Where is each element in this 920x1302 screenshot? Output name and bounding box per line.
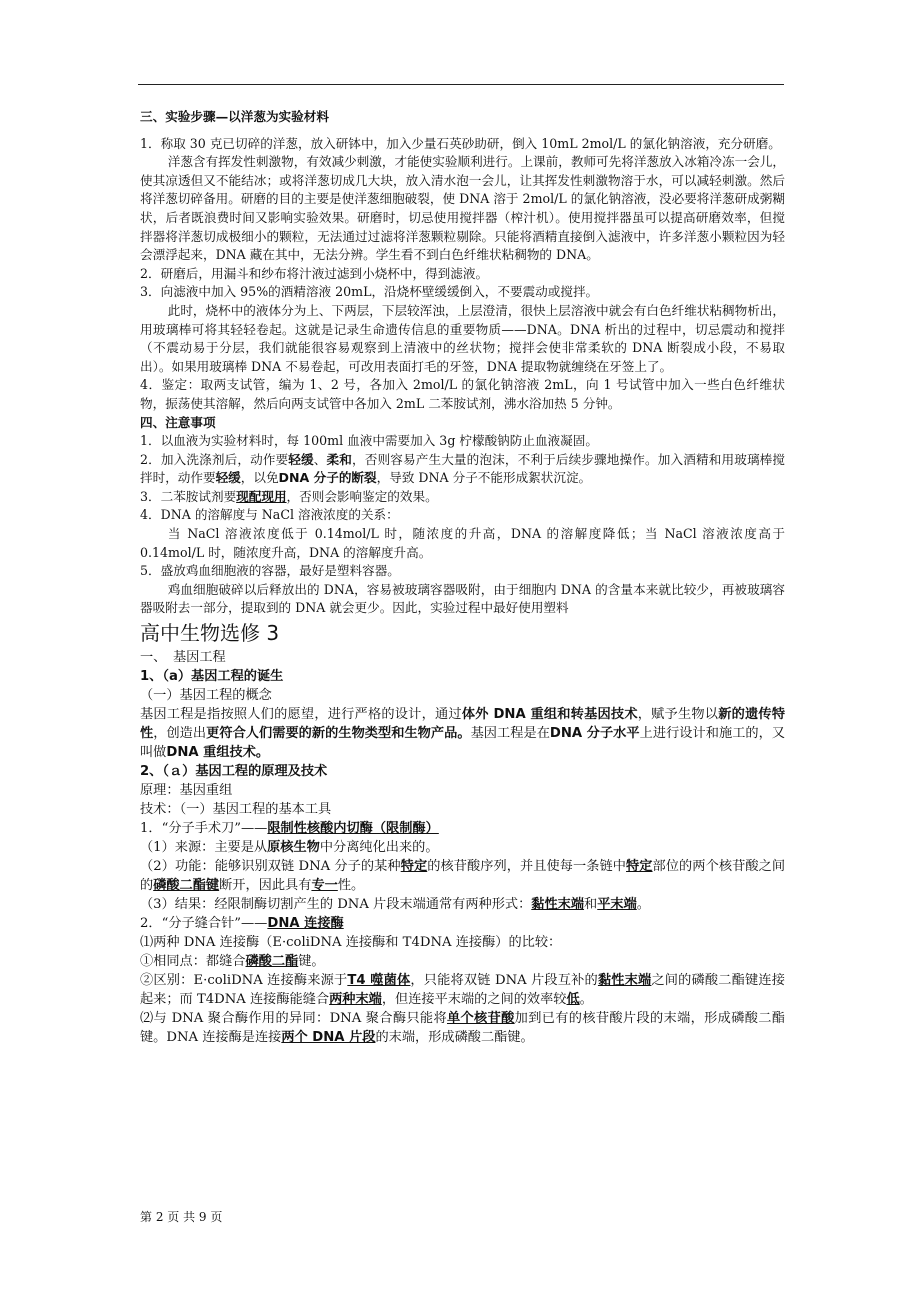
note-4: 4．DNA 的溶解度与 NaCl 溶液浓度的关系： (140, 507, 399, 523)
step-1-note: 洋葱含有挥发性刺激物，有效减少刺激，才能使实验顺利进行。上课前，教师可先将洋葱放入冰箱冷冻一会儿，使其凉透但又不能结冰；或将洋葱切成几大块，放入清水泡一会儿，让其挥发性刺激物溶于水，可以减轻刺激。然后将洋葱切碎备用。研磨的目的主要是使洋葱细胞破裂，使 DNA 溶于 2mol/L 的氯化钠溶液，没必要将洋葱研成粥糊状，后者既浪费时间又影响实验效果。研磨时，切忌使用搅拌器（榨汁机）。使用搅拌器虽可以提高研磨效率，但搅拌器将洋葱切成极细小的颗粒，无法通过过滤将洋葱颗粒剔除。只能将酒精直接倒入滤液中，许多洋葱小颗粒因为轻会漂浮起来，DNA 藏在其中，无法分辨。学生看不到白色纤维状粘稠物的 DNA。 (140, 154, 785, 263)
tool-1-heading: 1．“分子手术刀”——限制性核酸内切酶（限制酶） (140, 821, 439, 837)
note-5-detail: 鸡血细胞破碎以后释放出的 DNA，容易被玻璃容器吸附，由于细胞内 DNA 的含量本来就比较少，再被玻璃容器吸附去一部分，提取到的 DNA 就会更少。因此，实验过程中最好使用塑料 (140, 581, 785, 616)
polymerase-comparison: ⑵与 DNA 聚合酶作用的异同：DNA 聚合酶只能将单个核苷酸加到已有的核苷酸片段的末端，形成磷酸二酯键。DNA 连接酶是连接两个 DNA 片段的末端，形成磷酸二酯键。 (140, 1011, 785, 1046)
part-heading: 一、 基因工程 (140, 650, 226, 666)
tool-1-function: （2）功能：能够识别双链 DNA 分子的某种特定的核苷酸序列，并且使每一条链中特定部位的两个核苷酸之间的磷酸二酯键断开，因此具有专一性。 (140, 859, 786, 894)
document-body (140, 108, 785, 1047)
step-3: 3．向滤液中加入 95%的酒精溶液 20mL，沿烧杯壁缓缓倒入，不要震动或搅拌。 (140, 284, 599, 300)
note-2: 2．加入洗涤剂后，动作要轻缓、柔和，否则容易产生大量的泡沫，不利于后续步骤地操作。加入酒精和用玻璃棒搅拌时，动作要轻缓，以免DNA 分子的断裂，导致 DNA 分子不能形成絮状沉淀。 (140, 451, 786, 486)
step-4: 4．鉴定：取两支试管，编为 1、2 号，各加入 2mol/L 的氯化钠溶液 2mL，向 1 号试管中加入一些白色纤维状物，振荡使其溶解，然后向两支试管中各加入 2mL 二苯胺试剂，沸水浴加热 5 分钟。 (140, 377, 785, 411)
tool-2-heading: 2．“分子缝合针”——DNA 连接酶 (140, 916, 344, 932)
note-4-detail: 当 NaCl 溶液浓度低于 0.14mol/L 时，随浓度的升高，DNA 的溶解度降低；当 NaCl 溶液浓度高于 0.14mol/L 时，随浓度升高，DNA 的溶解度升高。 (140, 526, 785, 560)
genetic-engineering-section (140, 648, 785, 1047)
ligase-similarity: ①相同点：都缝合磷酸二酯键。 (140, 954, 325, 970)
page-title: 高中生物选修 3 (140, 621, 280, 646)
note-1: 1．以血液为实验材料时，每 100ml 血液中需要加入 3g 柠檬酸钠防止血液凝固。 (140, 433, 598, 449)
technique-line: 技术：（一）基因工程的基本工具 (140, 802, 332, 818)
step-1: 1．称取 30 克已切碎的洋葱，放入研钵中，加入少量石英砂助研，倒入 10mL 2mol/L 的氯化钠溶液，充分研磨。 (140, 135, 781, 151)
section-heading-notes: 四、注意事项 (140, 414, 216, 430)
principle-line: 原理：基因重组 (140, 783, 233, 799)
header-rule (138, 84, 784, 85)
page-number-footer: 第 2 页 共 9 页 (140, 1210, 223, 1224)
concept-heading: （一）基因工程的概念 (140, 688, 272, 704)
ligase-comparison: ⑴两种 DNA 连接酶（E·coliDNA 连接酶和 T4DNA 连接酶）的比较： (140, 935, 562, 951)
step-2: 2．研磨后，用漏斗和纱布将汁液过滤到小烧杯中，得到滤液。 (140, 265, 489, 281)
subsection-1-heading: 1、（a）基因工程的诞生 (140, 669, 284, 685)
step-3-note: 此时，烧杯中的液体分为上、下两层，下层较浑浊，上层澄清，很快上层溶液中就会有白色纤维状粘稠物析出，用玻璃棒可将其轻轻卷起。这就是记录生命遗传信息的重要物质——DNA。DNA 析出的过程中，切忌震动和搅拌（不震动易于分层，我们就能很容易观察到上清液中的丝状物；搅拌会使非常柔软的 DNA 断裂成小段，不易取出）。如果用玻璃棒 DNA 不易卷起，可改用表面打毛的牙签，DNA 提取物就缠绕在牙签上了。 (140, 302, 785, 374)
ligase-difference: ②区别：E·coliDNA 连接酶来源于T4 噬菌体，只能将双链 DNA 片段互补的黏性末端之间的磷酸二酯键连接起来；而 T4DNA 连接酶能缝合两种末端，但连接平末端的之间的效率较低。 (140, 973, 785, 1008)
section-heading-steps: 三、实验步骤—以洋葱为实验材料 (140, 109, 329, 124)
note-5: 5．盛放鸡血细胞液的容器，最好是塑料容器。 (140, 563, 400, 579)
subsection-2-heading: 2、（ａ）基因工程的原理及技术 (140, 764, 328, 780)
definition-paragraph: 基因工程是指按照人们的愿望，进行严格的设计，通过体外 DNA 重组和转基因技术，赋予生物以新的遗传特性，创造出更符合人们需要的新的生物类型和生物产品。基因工程是在DNA 分子水平上进行设计和施工的，又叫做DNA 重组技术。 (140, 707, 786, 761)
note-3: 3．二苯胺试剂要现配现用，否则会影响鉴定的效果。 (140, 488, 438, 504)
tool-1-source: （1）来源：主要是从原核生物中分离纯化出来的。 (140, 840, 439, 856)
tool-1-result: （3）结果：经限制酶切割产生的 DNA 片段末端通常有两种形式：黏性末端和平末端。 (140, 897, 650, 913)
